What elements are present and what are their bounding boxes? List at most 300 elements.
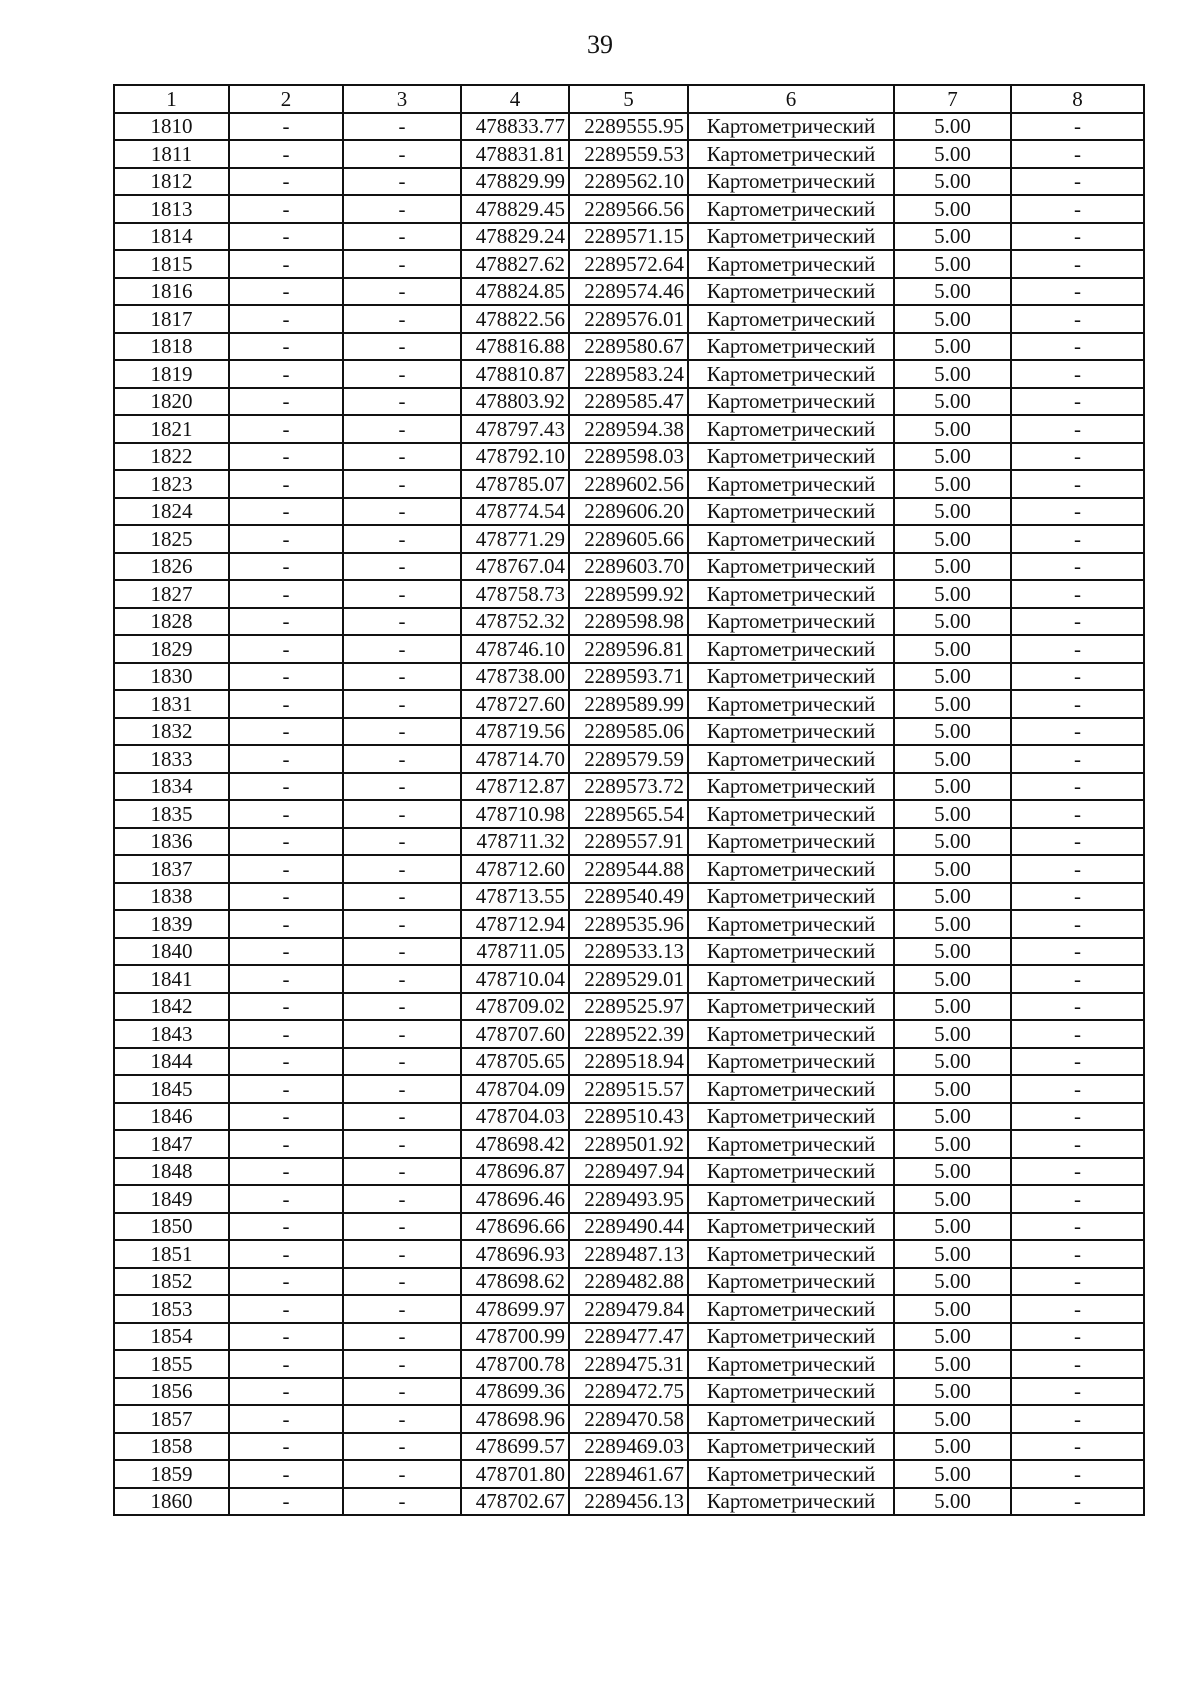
coordinates-table [113, 84, 1145, 1516]
method: Картометрический [688, 1268, 894, 1296]
coordinate-x: 478714.70 [461, 745, 569, 773]
cell-col-3: - [343, 1158, 461, 1186]
point-number: 1848 [114, 1158, 229, 1186]
cell-col-2: - [229, 855, 343, 883]
coordinate-x: 478698.42 [461, 1130, 569, 1158]
method: Картометрический [688, 883, 894, 911]
coordinate-x: 478771.29 [461, 525, 569, 553]
cell-col-2: - [229, 1075, 343, 1103]
point-number: 1837 [114, 855, 229, 883]
accuracy: 5.00 [894, 1295, 1011, 1323]
point-number: 1851 [114, 1240, 229, 1268]
cell-col-3: - [343, 1213, 461, 1241]
accuracy: 5.00 [894, 773, 1011, 801]
cell-col-2: - [229, 608, 343, 636]
method: Картометрический [688, 1075, 894, 1103]
table-row [114, 855, 1144, 883]
cell-col-3: - [343, 113, 461, 141]
cell-col-8: - [1011, 360, 1144, 388]
cell-col-8: - [1011, 773, 1144, 801]
cell-col-8: - [1011, 938, 1144, 966]
point-number: 1856 [114, 1378, 229, 1406]
table-row [114, 1075, 1144, 1103]
accuracy: 5.00 [894, 1185, 1011, 1213]
point-number: 1846 [114, 1103, 229, 1131]
table-row [114, 1433, 1144, 1461]
cell-col-2: - [229, 415, 343, 443]
accuracy: 5.00 [894, 828, 1011, 856]
coordinate-y: 2289589.99 [569, 690, 688, 718]
accuracy: 5.00 [894, 498, 1011, 526]
header-row [114, 85, 1144, 113]
cell-col-3: - [343, 580, 461, 608]
cell-col-2: - [229, 663, 343, 691]
table-row [114, 718, 1144, 746]
cell-col-3: - [343, 1378, 461, 1406]
table-row [114, 443, 1144, 471]
coordinate-x: 478699.97 [461, 1295, 569, 1323]
cell-col-2: - [229, 883, 343, 911]
cell-col-3: - [343, 663, 461, 691]
table-row [114, 828, 1144, 856]
cell-col-8: - [1011, 1048, 1144, 1076]
cell-col-2: - [229, 168, 343, 196]
cell-col-8: - [1011, 910, 1144, 938]
method: Картометрический [688, 140, 894, 168]
table-row [114, 305, 1144, 333]
coordinate-y: 2289477.47 [569, 1323, 688, 1351]
cell-col-3: - [343, 1020, 461, 1048]
accuracy: 5.00 [894, 525, 1011, 553]
method: Картометрический [688, 1433, 894, 1461]
cell-col-3: - [343, 800, 461, 828]
method: Картометрический [688, 443, 894, 471]
cell-col-2: - [229, 1158, 343, 1186]
coordinate-x: 478712.94 [461, 910, 569, 938]
cell-col-8: - [1011, 1460, 1144, 1488]
cell-col-8: - [1011, 305, 1144, 333]
method: Картометрический [688, 333, 894, 361]
point-number: 1820 [114, 388, 229, 416]
method: Картометрический [688, 1020, 894, 1048]
method: Картометрический [688, 168, 894, 196]
point-number: 1819 [114, 360, 229, 388]
accuracy: 5.00 [894, 608, 1011, 636]
point-number: 1822 [114, 443, 229, 471]
accuracy: 5.00 [894, 690, 1011, 718]
cell-col-2: - [229, 1405, 343, 1433]
accuracy: 5.00 [894, 663, 1011, 691]
cell-col-3: - [343, 553, 461, 581]
coordinate-x: 478712.87 [461, 773, 569, 801]
point-number: 1853 [114, 1295, 229, 1323]
table-row [114, 800, 1144, 828]
accuracy: 5.00 [894, 1103, 1011, 1131]
coordinate-x: 478700.99 [461, 1323, 569, 1351]
table-row [114, 1268, 1144, 1296]
coordinate-x: 478797.43 [461, 415, 569, 443]
point-number: 1833 [114, 745, 229, 773]
accuracy: 5.00 [894, 1268, 1011, 1296]
cell-col-8: - [1011, 993, 1144, 1021]
cell-col-8: - [1011, 1433, 1144, 1461]
cell-col-8: - [1011, 1268, 1144, 1296]
cell-col-3: - [343, 443, 461, 471]
table-row [114, 938, 1144, 966]
accuracy: 5.00 [894, 333, 1011, 361]
coordinate-x: 478767.04 [461, 553, 569, 581]
coordinate-y: 2289540.49 [569, 883, 688, 911]
point-number: 1845 [114, 1075, 229, 1103]
cell-col-3: - [343, 1048, 461, 1076]
coordinate-y: 2289572.64 [569, 250, 688, 278]
coordinate-x: 478711.32 [461, 828, 569, 856]
coordinate-y: 2289576.01 [569, 305, 688, 333]
coordinate-y: 2289579.59 [569, 745, 688, 773]
coordinate-y: 2289598.03 [569, 443, 688, 471]
point-number: 1830 [114, 663, 229, 691]
coordinate-x: 478810.87 [461, 360, 569, 388]
method: Картометрический [688, 663, 894, 691]
method: Картометрический [688, 635, 894, 663]
point-number: 1834 [114, 773, 229, 801]
coordinate-x: 478702.67 [461, 1488, 569, 1516]
method: Картометрический [688, 1460, 894, 1488]
coordinate-x: 478705.65 [461, 1048, 569, 1076]
cell-col-2: - [229, 278, 343, 306]
coordinate-y: 2289559.53 [569, 140, 688, 168]
accuracy: 5.00 [894, 443, 1011, 471]
coordinate-y: 2289598.98 [569, 608, 688, 636]
point-number: 1849 [114, 1185, 229, 1213]
method: Картометрический [688, 1048, 894, 1076]
point-number: 1821 [114, 415, 229, 443]
cell-col-8: - [1011, 1158, 1144, 1186]
table-row [114, 278, 1144, 306]
point-number: 1841 [114, 965, 229, 993]
table-row [114, 360, 1144, 388]
page-number: 39 [587, 30, 613, 59]
point-number: 1826 [114, 553, 229, 581]
coordinate-y: 2289487.13 [569, 1240, 688, 1268]
cell-col-3: - [343, 745, 461, 773]
table-row [114, 1213, 1144, 1241]
table-row [114, 333, 1144, 361]
column-header: 5 [569, 85, 688, 113]
coordinate-x: 478698.62 [461, 1268, 569, 1296]
point-number: 1840 [114, 938, 229, 966]
coordinate-x: 478710.98 [461, 800, 569, 828]
coordinate-x: 478696.87 [461, 1158, 569, 1186]
coordinate-x: 478699.36 [461, 1378, 569, 1406]
accuracy: 5.00 [894, 745, 1011, 773]
cell-col-3: - [343, 1295, 461, 1323]
cell-col-3: - [343, 965, 461, 993]
point-number: 1816 [114, 278, 229, 306]
accuracy: 5.00 [894, 1240, 1011, 1268]
column-header: 1 [114, 85, 229, 113]
coordinate-y: 2289606.20 [569, 498, 688, 526]
point-number: 1859 [114, 1460, 229, 1488]
cell-col-2: - [229, 1460, 343, 1488]
coordinate-y: 2289518.94 [569, 1048, 688, 1076]
coordinate-y: 2289566.56 [569, 195, 688, 223]
table-row [114, 965, 1144, 993]
coordinate-y: 2289594.38 [569, 415, 688, 443]
coordinate-x: 478704.03 [461, 1103, 569, 1131]
accuracy: 5.00 [894, 470, 1011, 498]
point-number: 1824 [114, 498, 229, 526]
cell-col-2: - [229, 635, 343, 663]
coordinate-y: 2289470.58 [569, 1405, 688, 1433]
accuracy: 5.00 [894, 1323, 1011, 1351]
cell-col-2: - [229, 745, 343, 773]
coordinate-x: 478827.62 [461, 250, 569, 278]
coordinate-y: 2289596.81 [569, 635, 688, 663]
accuracy: 5.00 [894, 635, 1011, 663]
cell-col-8: - [1011, 1130, 1144, 1158]
table-row [114, 1378, 1144, 1406]
cell-col-2: - [229, 993, 343, 1021]
accuracy: 5.00 [894, 1048, 1011, 1076]
coordinate-y: 2289571.15 [569, 223, 688, 251]
column-header: 4 [461, 85, 569, 113]
coordinate-x: 478711.05 [461, 938, 569, 966]
coordinate-x: 478829.24 [461, 223, 569, 251]
cell-col-3: - [343, 1488, 461, 1516]
accuracy: 5.00 [894, 1213, 1011, 1241]
cell-col-2: - [229, 388, 343, 416]
method: Картометрический [688, 525, 894, 553]
cell-col-8: - [1011, 745, 1144, 773]
cell-col-3: - [343, 608, 461, 636]
coordinate-x: 478707.60 [461, 1020, 569, 1048]
cell-col-2: - [229, 910, 343, 938]
cell-col-2: - [229, 498, 343, 526]
cell-col-2: - [229, 1020, 343, 1048]
cell-col-2: - [229, 1048, 343, 1076]
table-row [114, 223, 1144, 251]
point-number: 1823 [114, 470, 229, 498]
table-row [114, 1103, 1144, 1131]
column-header: 7 [894, 85, 1011, 113]
coordinate-y: 2289544.88 [569, 855, 688, 883]
cell-col-8: - [1011, 388, 1144, 416]
cell-col-8: - [1011, 1323, 1144, 1351]
table-row [114, 993, 1144, 1021]
accuracy: 5.00 [894, 113, 1011, 141]
cell-col-8: - [1011, 1240, 1144, 1268]
coordinate-x: 478792.10 [461, 443, 569, 471]
cell-col-2: - [229, 360, 343, 388]
point-number: 1828 [114, 608, 229, 636]
table-row [114, 1240, 1144, 1268]
method: Картометрический [688, 250, 894, 278]
cell-col-8: - [1011, 635, 1144, 663]
accuracy: 5.00 [894, 1158, 1011, 1186]
cell-col-2: - [229, 1240, 343, 1268]
cell-col-2: - [229, 938, 343, 966]
cell-col-3: - [343, 195, 461, 223]
cell-col-3: - [343, 1185, 461, 1213]
table-row [114, 883, 1144, 911]
method: Картометрический [688, 1323, 894, 1351]
cell-col-2: - [229, 718, 343, 746]
cell-col-8: - [1011, 1213, 1144, 1241]
cell-col-8: - [1011, 1488, 1144, 1516]
cell-col-2: - [229, 828, 343, 856]
cell-col-2: - [229, 195, 343, 223]
method: Картометрический [688, 1378, 894, 1406]
point-number: 1810 [114, 113, 229, 141]
point-number: 1850 [114, 1213, 229, 1241]
cell-col-3: - [343, 168, 461, 196]
cell-col-8: - [1011, 415, 1144, 443]
accuracy: 5.00 [894, 1433, 1011, 1461]
table-row [114, 195, 1144, 223]
point-number: 1825 [114, 525, 229, 553]
cell-col-3: - [343, 1460, 461, 1488]
cell-col-2: - [229, 690, 343, 718]
accuracy: 5.00 [894, 1488, 1011, 1516]
coordinate-y: 2289557.91 [569, 828, 688, 856]
accuracy: 5.00 [894, 415, 1011, 443]
cell-col-3: - [343, 993, 461, 1021]
accuracy: 5.00 [894, 223, 1011, 251]
cell-col-8: - [1011, 1103, 1144, 1131]
cell-col-2: - [229, 1295, 343, 1323]
cell-col-2: - [229, 553, 343, 581]
coordinate-x: 478824.85 [461, 278, 569, 306]
cell-col-3: - [343, 278, 461, 306]
cell-col-8: - [1011, 278, 1144, 306]
method: Картометрический [688, 415, 894, 443]
accuracy: 5.00 [894, 250, 1011, 278]
cell-col-3: - [343, 140, 461, 168]
cell-col-8: - [1011, 140, 1144, 168]
cell-col-3: - [343, 1433, 461, 1461]
coordinate-x: 478752.32 [461, 608, 569, 636]
coordinate-x: 478710.04 [461, 965, 569, 993]
coordinate-x: 478701.80 [461, 1460, 569, 1488]
cell-col-2: - [229, 140, 343, 168]
table-row [114, 250, 1144, 278]
method: Картометрический [688, 608, 894, 636]
method: Картометрический [688, 305, 894, 333]
coordinate-x: 478709.02 [461, 993, 569, 1021]
coordinate-x: 478696.66 [461, 1213, 569, 1241]
coordinate-y: 2289469.03 [569, 1433, 688, 1461]
point-number: 1815 [114, 250, 229, 278]
point-number: 1836 [114, 828, 229, 856]
table-row [114, 745, 1144, 773]
cell-col-8: - [1011, 498, 1144, 526]
table-body [114, 113, 1144, 1516]
cell-col-2: - [229, 305, 343, 333]
coordinate-x: 478746.10 [461, 635, 569, 663]
method: Картометрический [688, 718, 894, 746]
cell-col-3: - [343, 360, 461, 388]
cell-col-3: - [343, 1103, 461, 1131]
coordinate-y: 2289580.67 [569, 333, 688, 361]
accuracy: 5.00 [894, 195, 1011, 223]
method: Картометрический [688, 993, 894, 1021]
cell-col-3: - [343, 1350, 461, 1378]
coordinate-x: 478803.92 [461, 388, 569, 416]
point-number: 1852 [114, 1268, 229, 1296]
cell-col-2: - [229, 1323, 343, 1351]
coordinate-x: 478699.57 [461, 1433, 569, 1461]
accuracy: 5.00 [894, 360, 1011, 388]
cell-col-8: - [1011, 718, 1144, 746]
cell-col-3: - [343, 305, 461, 333]
coordinate-x: 478712.60 [461, 855, 569, 883]
coordinate-y: 2289533.13 [569, 938, 688, 966]
cell-col-2: - [229, 250, 343, 278]
method: Картометрический [688, 470, 894, 498]
table-row [114, 580, 1144, 608]
coordinate-y: 2289493.95 [569, 1185, 688, 1213]
method: Картометрический [688, 1103, 894, 1131]
point-number: 1829 [114, 635, 229, 663]
coordinate-x: 478833.77 [461, 113, 569, 141]
method: Картометрический [688, 195, 894, 223]
point-number: 1827 [114, 580, 229, 608]
method: Картометрический [688, 388, 894, 416]
point-number: 1843 [114, 1020, 229, 1048]
coordinate-x: 478774.54 [461, 498, 569, 526]
cell-col-8: - [1011, 195, 1144, 223]
cell-col-2: - [229, 1103, 343, 1131]
table-row [114, 1405, 1144, 1433]
cell-col-8: - [1011, 1185, 1144, 1213]
coordinate-y: 2289525.97 [569, 993, 688, 1021]
method: Картометрический [688, 855, 894, 883]
point-number: 1855 [114, 1350, 229, 1378]
cell-col-3: - [343, 415, 461, 443]
method: Картометрический [688, 1350, 894, 1378]
point-number: 1831 [114, 690, 229, 718]
accuracy: 5.00 [894, 855, 1011, 883]
coordinate-y: 2289535.96 [569, 910, 688, 938]
point-number: 1854 [114, 1323, 229, 1351]
coordinate-x: 478698.96 [461, 1405, 569, 1433]
cell-col-8: - [1011, 470, 1144, 498]
method: Картометрический [688, 1295, 894, 1323]
column-header: 2 [229, 85, 343, 113]
point-number: 1847 [114, 1130, 229, 1158]
cell-col-8: - [1011, 608, 1144, 636]
method: Картометрический [688, 690, 894, 718]
coordinate-y: 2289555.95 [569, 113, 688, 141]
cell-col-8: - [1011, 1378, 1144, 1406]
accuracy: 5.00 [894, 883, 1011, 911]
cell-col-3: - [343, 1240, 461, 1268]
coordinate-y: 2289510.43 [569, 1103, 688, 1131]
point-number: 1814 [114, 223, 229, 251]
cell-col-8: - [1011, 168, 1144, 196]
cell-col-3: - [343, 910, 461, 938]
cell-col-3: - [343, 1323, 461, 1351]
coordinate-x: 478704.09 [461, 1075, 569, 1103]
cell-col-8: - [1011, 443, 1144, 471]
cell-col-3: - [343, 938, 461, 966]
cell-col-8: - [1011, 1075, 1144, 1103]
cell-col-2: - [229, 113, 343, 141]
point-number: 1832 [114, 718, 229, 746]
cell-col-2: - [229, 443, 343, 471]
cell-col-2: - [229, 333, 343, 361]
